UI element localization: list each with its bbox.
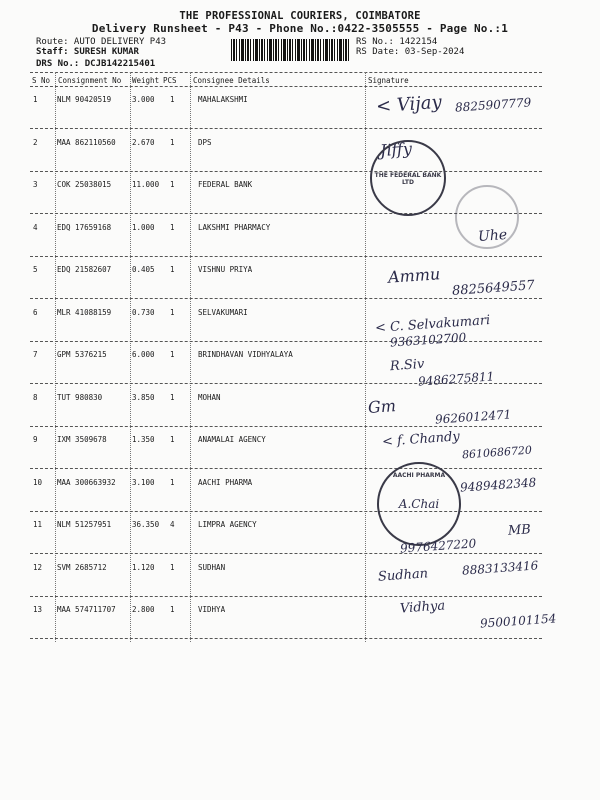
row-pcs: 1 [170, 222, 175, 232]
row-consignee: VIDHYA [198, 605, 226, 614]
handwritten-signature: Jiffy [379, 138, 413, 161]
aachi-pharma-stamp: AACHI PHARMA A.Chai [377, 462, 461, 546]
row-separator [30, 298, 542, 299]
header-consignment: Consignment No [58, 76, 122, 85]
handwritten-phone: 8883133416 [461, 558, 539, 578]
company-title: THE PROFESSIONAL COURIERS, COIMBATORE [179, 10, 421, 22]
handwritten-signature: < Vijay [375, 91, 443, 118]
row-weight: 36.350 [132, 520, 160, 529]
row-pcs: 1 [170, 95, 175, 104]
row-separator [30, 468, 542, 469]
row-consignment-no: IXM 3509678 [57, 435, 107, 444]
row-weight: 11.000 [132, 180, 160, 189]
handwritten-phone: 9363102700 [389, 330, 467, 350]
handwritten-signature: Ammu [387, 264, 441, 287]
row-consignment-no: GPM 5376215 [57, 350, 107, 359]
row-consignee: AACHI PHARMA [198, 477, 253, 487]
row-consignment-no: NLM 51257951 [57, 520, 112, 529]
row-pcs: 1 [170, 350, 175, 359]
header-signature: Signature [368, 76, 409, 85]
handwritten-phone: 9486275811 [417, 369, 495, 389]
row-sno: 2 [33, 137, 38, 147]
row-consignment-no: MLR 41088159 [57, 307, 112, 317]
handwritten-phone: 9500101154 [479, 611, 557, 631]
row-pcs: 1 [170, 180, 175, 189]
row-sno: 1 [33, 95, 38, 104]
row-pcs: 1 [170, 435, 175, 444]
row-weight: 6.000 [132, 350, 155, 359]
row-pcs: 1 [170, 265, 175, 274]
row-consignment-no: MAA 862110560 [57, 137, 116, 147]
handwritten-phone: 9626012471 [434, 407, 512, 427]
row-sno: 11 [33, 520, 43, 529]
handwritten-phone: 9489482348 [459, 475, 537, 495]
row-weight: 1.120 [132, 562, 155, 572]
row-consignee: LAKSHMI PHARMACY [198, 222, 271, 232]
barcode [231, 39, 351, 61]
row-consignee: VISHNU PRIYA [198, 265, 253, 274]
row-weight: 0.730 [132, 307, 155, 317]
row-sno: 13 [33, 605, 43, 614]
col-divider [365, 72, 366, 642]
row-consignee: SELVAKUMARI [198, 307, 248, 317]
row-separator [30, 256, 542, 257]
handwritten-signature: Sudhan [377, 566, 429, 585]
row-consignee: DPS [198, 137, 212, 147]
route-label: Route: AUTO DELIVERY P43 [36, 37, 167, 47]
row-consignment-no: EDQ 17659168 [57, 222, 112, 232]
row-separator [30, 426, 542, 427]
staff-label: Staff: SURESH KUMAR [36, 47, 139, 57]
runsheet-title: Delivery Runsheet - P43 - Phone No.:0422-3505555 - Page No.:1 [91, 22, 509, 35]
handwritten-signature: < C. Selvakumari [374, 312, 491, 337]
row-sno: 12 [33, 562, 43, 572]
col-divider [130, 72, 131, 642]
row-sno: 4 [33, 222, 38, 232]
header-pcs: PCS [163, 76, 177, 85]
header-sno: S No [32, 76, 51, 85]
row-sno: 7 [33, 350, 38, 359]
row-pcs: 4 [170, 520, 175, 529]
header-weight: Weight [132, 76, 160, 85]
row-pcs: 1 [170, 605, 175, 614]
row-weight: 1.000 [132, 222, 155, 232]
row-separator [30, 171, 542, 172]
federal-bank-stamp: THE FEDERAL BANK LTD [370, 140, 446, 216]
row-consignee: ANAMALAI AGENCY [198, 435, 266, 444]
row-weight: 2.670 [132, 137, 155, 147]
row-consignment-no: MAA 300663932 [57, 477, 116, 487]
row-sno: 3 [33, 180, 38, 189]
row-weight: 3.100 [132, 477, 155, 487]
row-weight: 2.800 [132, 605, 155, 614]
row-separator [30, 511, 542, 512]
row-sno: 10 [33, 477, 43, 487]
handwritten-phone: 8825649557 [451, 278, 536, 299]
handwritten-signature: R.Siv [389, 356, 425, 375]
row-consignment-no: TUT 980830 [57, 392, 103, 402]
row-weight: 3.000 [132, 95, 155, 104]
handwritten-signature: Gm [367, 396, 397, 417]
row-consignment-no: EDQ 21582607 [57, 265, 112, 274]
row-consignment-no: MAA 574711707 [57, 605, 116, 614]
row-consignee: BRINDHAVAN VIDHYALAYA [198, 350, 293, 359]
row-pcs: 1 [170, 477, 175, 487]
row-separator [30, 128, 542, 129]
row-pcs: 1 [170, 562, 175, 572]
row-consignee: LIMPRA AGENCY [198, 520, 257, 529]
table-top-rule [30, 72, 542, 73]
row-sno: 5 [33, 265, 38, 274]
row-sno: 8 [33, 392, 38, 402]
handwritten-signature: < f. Chandy [381, 429, 461, 450]
row-separator [30, 553, 542, 554]
row-consignment-no: NLM 90420519 [57, 95, 112, 104]
header-consignee: Consignee Details [193, 76, 270, 85]
rs-number: RS No.: 1422154 [356, 37, 438, 47]
row-pcs: 1 [170, 392, 175, 402]
row-sno: 9 [33, 435, 38, 444]
row-sno: 6 [33, 307, 38, 317]
row-pcs: 1 [170, 307, 175, 317]
row-consignee: MOHAN [198, 392, 221, 402]
rs-date: RS Date: 03-Sep-2024 [356, 47, 465, 57]
row-consignee: MAHALAKSHMI [198, 95, 248, 104]
handwritten-phone: 8610686720 [461, 443, 533, 462]
col-divider [190, 72, 191, 642]
header-bottom-rule [30, 86, 542, 87]
drs-label: DRS No.: DCJB142215401 [36, 59, 156, 69]
handwritten-signature: Uhe [477, 227, 508, 245]
row-consignment-no: SVM 2685712 [57, 562, 107, 572]
row-separator [30, 596, 542, 597]
row-separator [30, 638, 542, 639]
row-weight: 0.405 [132, 265, 155, 274]
row-consignee: SUDHAN [198, 562, 226, 572]
row-pcs: 1 [170, 137, 175, 147]
row-weight: 3.850 [132, 392, 155, 402]
handwritten-phone: 9976427220 [399, 536, 477, 556]
col-divider [55, 72, 56, 642]
handwritten-signature: MB [507, 522, 532, 539]
handwritten-signature: Vidhya [399, 598, 446, 617]
row-consignee: FEDERAL BANK [198, 180, 253, 189]
handwritten-phone: 8825907779 [454, 95, 532, 115]
row-weight: 1.350 [132, 435, 155, 444]
row-consignment-no: COK 25038015 [57, 180, 112, 189]
